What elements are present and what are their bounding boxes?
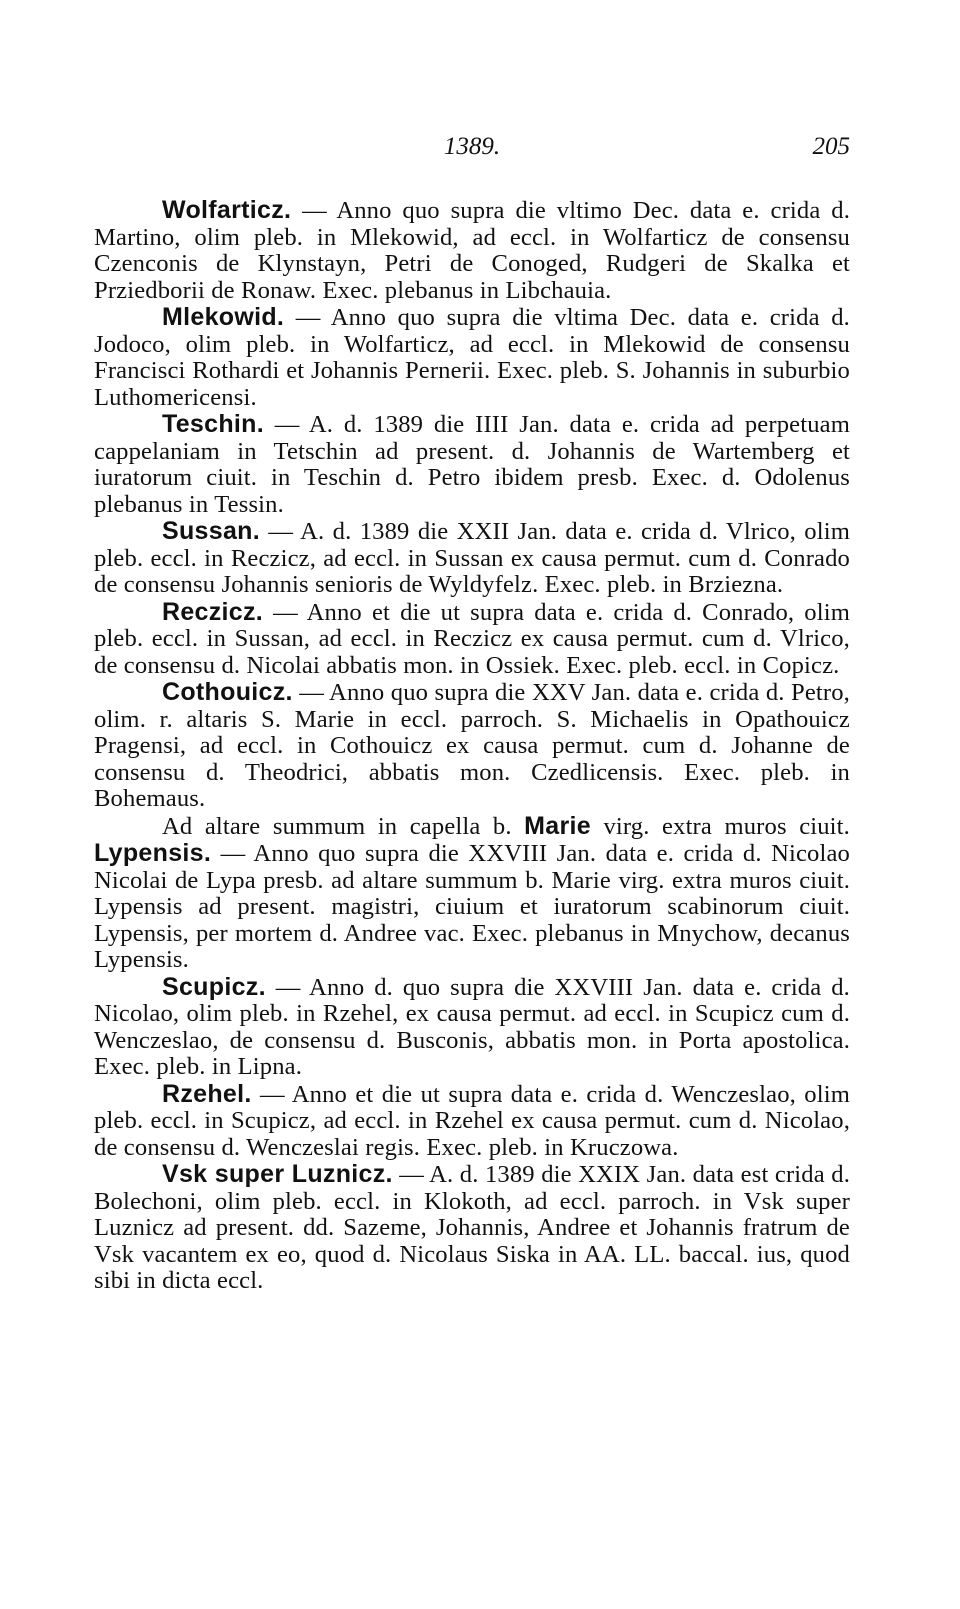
entry-heading: Sussan. — [162, 517, 260, 545]
entry-wolfarticz — [94, 197, 850, 304]
entry-heading: Lypensis. — [94, 839, 212, 867]
entry-lead-tail: virg. extra muros ciuit. — [603, 812, 850, 840]
entry-sussan — [94, 518, 850, 599]
entry-text: — Anno et die ut supra data e. crida d. Conrado, olim pleb. eccl. in Sussan, ad eccl. in Reczicz ex causa permut. cum d. Vlrico, de consensu d. Nicolai abbatis mon. in Ossiek. Exec. pleb. eccl. in Copicz. — [94, 598, 850, 679]
entry-mlekowid — [94, 304, 850, 411]
entry-heading: Cothouicz. — [162, 678, 293, 706]
entry-heading: Mlekowid. — [162, 303, 285, 331]
entry-heading: Teschin. — [162, 410, 264, 438]
page-number: 205 — [812, 133, 850, 160]
entry-lead-text: Ad altare summum in capella b. — [162, 812, 512, 840]
entry-lead-bold: Marie — [524, 811, 591, 840]
entry-text: — A. d. 1389 die XXIX Jan. data est crida d. Bolechoni, olim pleb. eccl. in Klokoth, ad eccl. parroch. in Vsk super Luznicz ad present. dd. Sazeme, Johannis, Andree et Johannis fratrum de Vsk vacantem ex eo, quod d. Nicolaus Siska in AA. LL. baccal. ius, quod sibi in dicta eccl. — [94, 1161, 850, 1294]
entry-text: — Anno quo supra die vltimo Dec. data e. crida d. Martino, olim pleb. in Mlekowid, ad eccl. in Wolfarticz de consensu Czenconis de Klynstayn, Petri de Conoged, Rudgeri de Skalka et Prziedborii de Ronaw. Exec. plebanus in Libchauia. — [94, 197, 850, 304]
entry-scupicz — [94, 974, 850, 1081]
entry-heading: Wolfarticz. — [162, 196, 292, 224]
entry-heading: Reczicz. — [162, 597, 264, 626]
entry-lypensis — [94, 813, 850, 974]
running-head — [94, 133, 850, 167]
entry-teschin — [94, 411, 850, 518]
register-entries — [94, 197, 850, 1295]
entry-text: — Anno quo supra die vltima Dec. data e. crida d. Jodoco, olim pleb. in Wolfarticz, ad eccl. in Mlekowid de consensu Francisci Rothardi et Johannis Pernerii. Exec. pleb. S. Johannis in suburbio Luthomericensi. — [94, 304, 850, 411]
entry-rzehel — [94, 1081, 850, 1162]
running-head-year: 1389. — [443, 133, 501, 160]
entry-text: — A. d. 1389 die XXII Jan. data e. crida d. Vlrico, olim pleb. eccl. in Reczicz, ad eccl. in Sussan ex causa permut. cum d. Conrado de consensu Johannis senioris de Wyldyfelz. Exec. pleb. in Brziezna. — [94, 518, 850, 598]
entry-heading: Vsk super Luznicz. — [162, 1160, 393, 1188]
entry-text: — Anno quo supra die XXV Jan. data e. crida d. Petro, olim. r. altaris S. Marie in eccl. parroch. S. Michaelis in Opathouicz Pragensi, ad eccl. in Cothouicz ex causa permut. cum d. Johanne de consensu d. Theodrici, abbatis mon. Czedlicensis. Exec. pleb. in Bohemaus. — [94, 679, 850, 812]
entry-cothouicz — [94, 679, 850, 813]
entry-heading: Scupicz. — [162, 972, 266, 1001]
entry-vsk-super-luznicz — [94, 1161, 850, 1295]
entry-heading: Rzehel. — [162, 1079, 252, 1108]
entry-text: — Anno et die ut supra data e. crida d. Wenczeslao, olim pleb. eccl. in Scupicz, ad eccl. in Rzehel ex causa permut. cum d. Nicolao, de consensu d. Wenczeslai regis. Exec. pleb. in Kruczowa. — [94, 1080, 850, 1161]
entry-text: — A. d. 1389 die IIII Jan. data e. crida ad perpetuam cappelaniam in Tetschin ad present. d. Johannis de Wartemberg et iuratorum ciuit. in Teschin d. Petro ibidem presb. Exec. d. Odolenus plebanus in Tessin. — [94, 411, 850, 518]
entry-reczicz — [94, 599, 850, 680]
entry-text: — Anno quo supra die XXVIII Jan. data e. crida d. Nicolao Nicolai de Lypa presb. ad altare summum b. Marie virg. extra muros ciuit. Lypensis ad present. magistri, ciuium et iuratorum scabinorum ciuit. Lypensis, per mortem d. Andree vac. Exec. plebanus in Mnychow, decanus Lypensis. — [94, 840, 850, 973]
entry-text: — Anno d. quo supra die XXVIII Jan. data e. crida d. Nicolao, olim pleb. in Rzehel, ex causa permut. ad eccl. in Scupicz cum d. Wenczeslao, de consensu d. Busconis, abbatis mon. in Porta apostolica. Exec. pleb. in Lipna. — [94, 973, 850, 1080]
